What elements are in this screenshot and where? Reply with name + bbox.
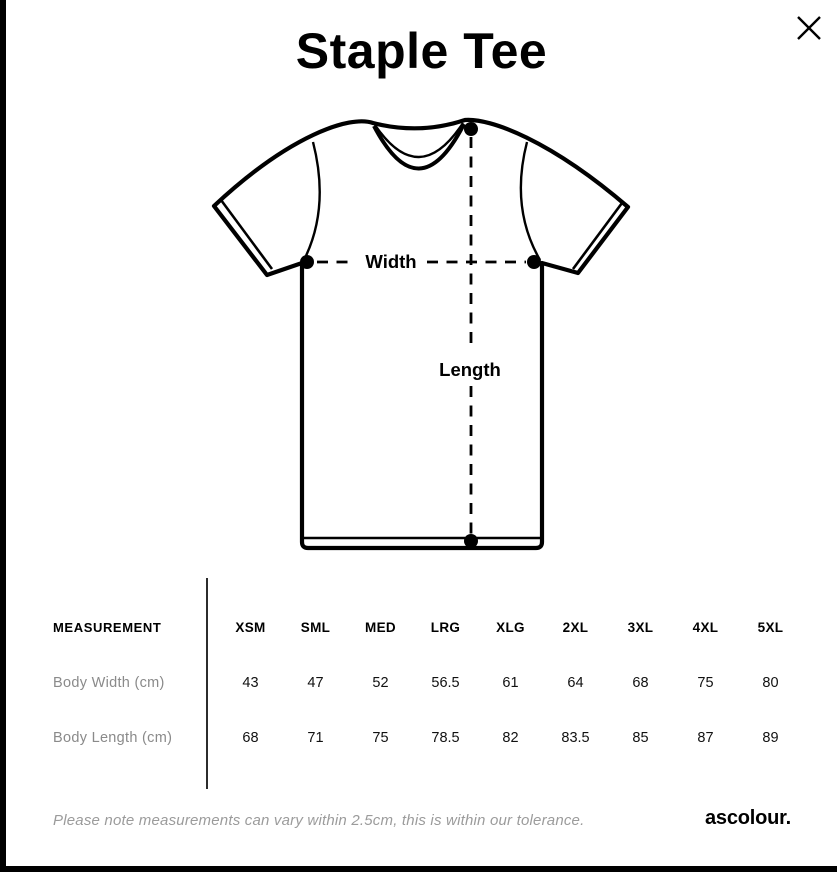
- table-cell: 56.5: [431, 675, 460, 691]
- width-measure-label: Width: [365, 251, 417, 272]
- size-col-header-2xl: 2XL: [562, 620, 589, 635]
- row-label: Body Width (cm): [53, 675, 165, 691]
- table-cell: 71: [307, 730, 324, 746]
- table-cell: 85: [632, 730, 649, 746]
- table-cell: 75: [372, 730, 389, 746]
- table-cell: 80: [762, 675, 779, 691]
- table-cell: 68: [242, 730, 259, 746]
- table-cell: 47: [307, 675, 324, 691]
- size-table-header-row: [53, 617, 819, 639]
- size-col-header-4xl: 4XL: [692, 620, 719, 635]
- table-cell: 83.5: [561, 730, 590, 746]
- table-row-body-length: [53, 727, 819, 749]
- measure-dot-collar: [464, 122, 478, 136]
- table-cell: 75: [697, 675, 714, 691]
- page-edge-bottom: [0, 866, 837, 872]
- measure-dot-hem: [464, 534, 478, 548]
- size-col-header-3xl: 3XL: [627, 620, 654, 635]
- table-cell: 52: [372, 675, 389, 691]
- tshirt-outline: [214, 120, 628, 548]
- table-cell: 78.5: [431, 730, 460, 746]
- table-cell: 64: [567, 675, 584, 691]
- measure-dot-left-armpit: [300, 255, 314, 269]
- size-col-header-lrg: LRG: [430, 620, 461, 635]
- measure-dot-right-armpit: [527, 255, 541, 269]
- measurement-header: MEASUREMENT: [53, 620, 162, 635]
- tolerance-note: Please note measurements can vary within 2.5cm, this is within our tolerance.: [53, 812, 585, 829]
- table-cell: 43: [242, 675, 259, 691]
- size-col-header-5xl: 5XL: [757, 620, 784, 635]
- size-col-header-xlg: XLG: [496, 620, 525, 635]
- size-col-header-med: MED: [365, 620, 396, 635]
- table-cell: 87: [697, 730, 714, 746]
- product-title: Staple Tee: [295, 23, 548, 79]
- table-cell: 61: [502, 675, 519, 691]
- size-col-header-xsm: XSM: [235, 620, 266, 635]
- table-cell: 89: [762, 730, 779, 746]
- brand-logo: ascolour.: [704, 807, 791, 829]
- table-cell: 82: [502, 730, 519, 746]
- table-cell: 68: [632, 675, 649, 691]
- table-row-body-width: [53, 672, 819, 694]
- size-col-header-sml: SML: [300, 620, 331, 635]
- tshirt-size-diagram: [200, 90, 640, 560]
- length-measure-label: Length: [439, 359, 501, 380]
- row-label: Body Length (cm): [53, 730, 173, 746]
- page-edge-left: [0, 0, 6, 872]
